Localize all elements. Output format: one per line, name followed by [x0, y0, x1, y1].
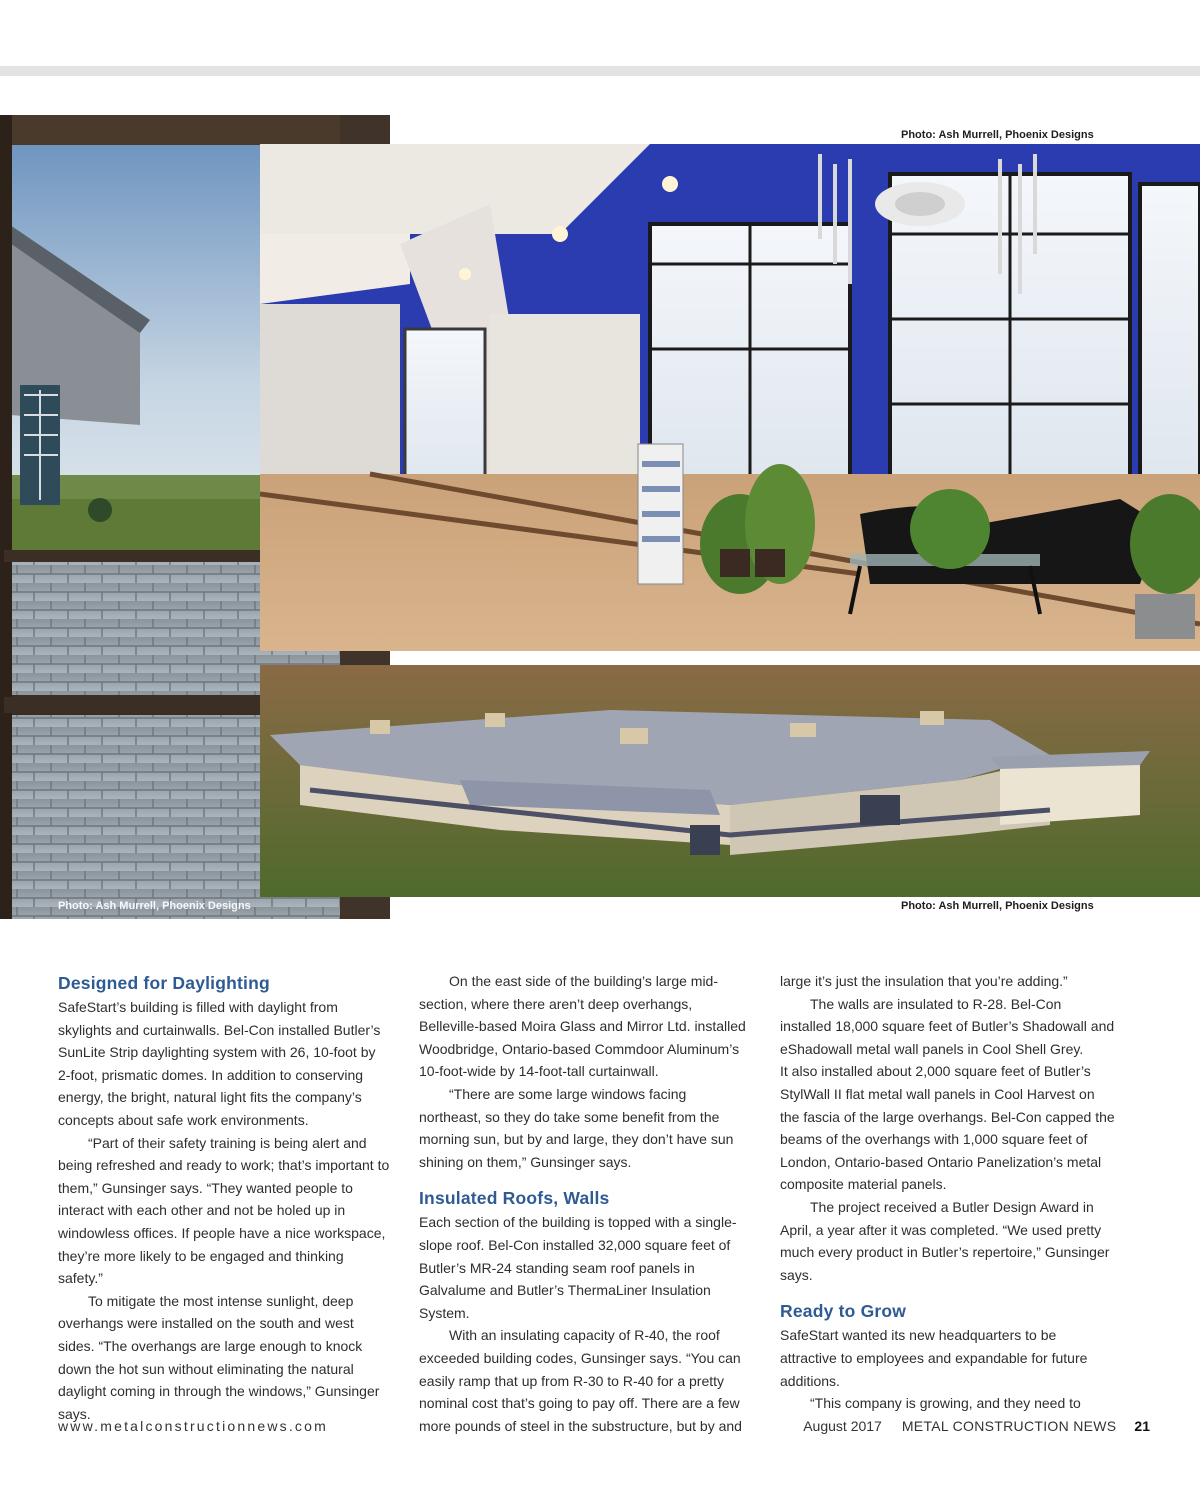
paragraph: The project received a Butler Design Award in April, a year after it was completed. “We used pretty much every product in Butler’s repertoire,” Gunsinger says.: [780, 1198, 1110, 1283]
column-2: [419, 970, 752, 1437]
column-1: [58, 970, 390, 1425]
paragraph: SafeStart wanted its new headquarters to be attractive to employees and expandable for future additions.: [780, 1327, 1088, 1389]
column-3: [780, 970, 1115, 1415]
footer-issue-info: [803, 1418, 1150, 1434]
paragraph: To mitigate the most intense sunlight, deep overhangs were installed on the south and west sides. “The overhangs are large enough to knock down the hot sun without eliminating the natural daylight coming in through the windows,” Gunsinger says.: [58, 1292, 380, 1422]
photo-credit-bottom: Photo: Ash Murrell, Phoenix Designs: [901, 900, 1094, 912]
paragraph: With an insulating capacity of R-40, the roof exceeded building codes, Gunsinger says. “You can easily ramp that up from R-30 to R-40 for a pretty nominal cost that’s going to pay off. There are a few more pounds of steel in the substructure, but by and: [419, 1327, 742, 1434]
paragraph: Each section of the building is topped with a single-slope roof. Bel-Con installed 32,000 square feet of Butler’s MR-24 standing seam roof panels in Galvalume and Butler’s ThermaLiner Insulation System.: [419, 1214, 737, 1321]
paragraph: “This company is growing, and they need to: [810, 1395, 1081, 1412]
page-number: 21: [1134, 1418, 1150, 1434]
paragraph: “There are some large windows facing northeast, so they do take some benefit from the morning sun, but by and large, they don’t have sun shining on them,” Gunsinger says.: [419, 1085, 734, 1170]
paragraph: “Part of their safety training is being alert and being refreshed and ready to work; that’s important to them,” Gunsinger says. “They wanted people to interact with each other and not be holed up in windowless offices. If people have a nice workspace, they’re more likely to be engaged and thinking safety.”: [58, 1134, 390, 1287]
photo-credit-top: Photo: Ash Murrell, Phoenix Designs: [901, 129, 1094, 141]
issue-date: August 2017: [803, 1418, 882, 1434]
photo-credit-left: Photo: Ash Murrell, Phoenix Designs: [58, 900, 251, 912]
footer-website-link[interactable]: www.metalconstructionnews.com: [58, 1418, 328, 1434]
heading-insulated-roofs-walls: Insulated Roofs, Walls: [419, 1188, 610, 1209]
aerial-building-photo: [260, 665, 1200, 897]
paragraph: The walls are insulated to R-28. Bel-Con installed 18,000 square feet of Butler’s Shadowall and eShadowall metal wall panels in Cool Shell Grey.: [780, 995, 1115, 1057]
lobby-photo: [260, 144, 1200, 651]
paragraph: It also installed about 2,000 square feet of Butler’s StylWall II flat metal wall panels in Cool Harvest on the fascia of the large overhangs. Bel-Con capped the beams of the overhangs with 1,000 square feet of London, Ontario-based Ontario Panelization’s metal composite material panels.: [780, 1063, 1115, 1193]
paragraph: large it’s just the insulation that you’re adding.”: [780, 973, 1068, 989]
paragraph: SafeStart’s building is filled with daylight from skylights and curtainwalls. Bel-Con installed Butler’s SunLite Strip daylighting system with 26, 10-foot by 2-foot, prismatic domes. In addition to conserving energy, the bright, natural light fits the company’s concepts about safe work environments.: [58, 999, 381, 1128]
heading-designed-for-daylighting: Designed for Daylighting: [58, 973, 270, 993]
top-rule: [0, 66, 1200, 76]
paragraph: On the east side of the building’s large mid-section, where there aren’t deep overhangs, Belleville-based Moira Glass and Mirror Ltd. installed Woodbridge, Ontario-based Commdoor Aluminum’s 10-foot-wide by 14-foot-tall curtainwall.: [419, 973, 746, 1080]
heading-ready-to-grow: Ready to Grow: [780, 1301, 907, 1322]
magazine-name: METAL CONSTRUCTION NEWS: [901, 1418, 1117, 1434]
